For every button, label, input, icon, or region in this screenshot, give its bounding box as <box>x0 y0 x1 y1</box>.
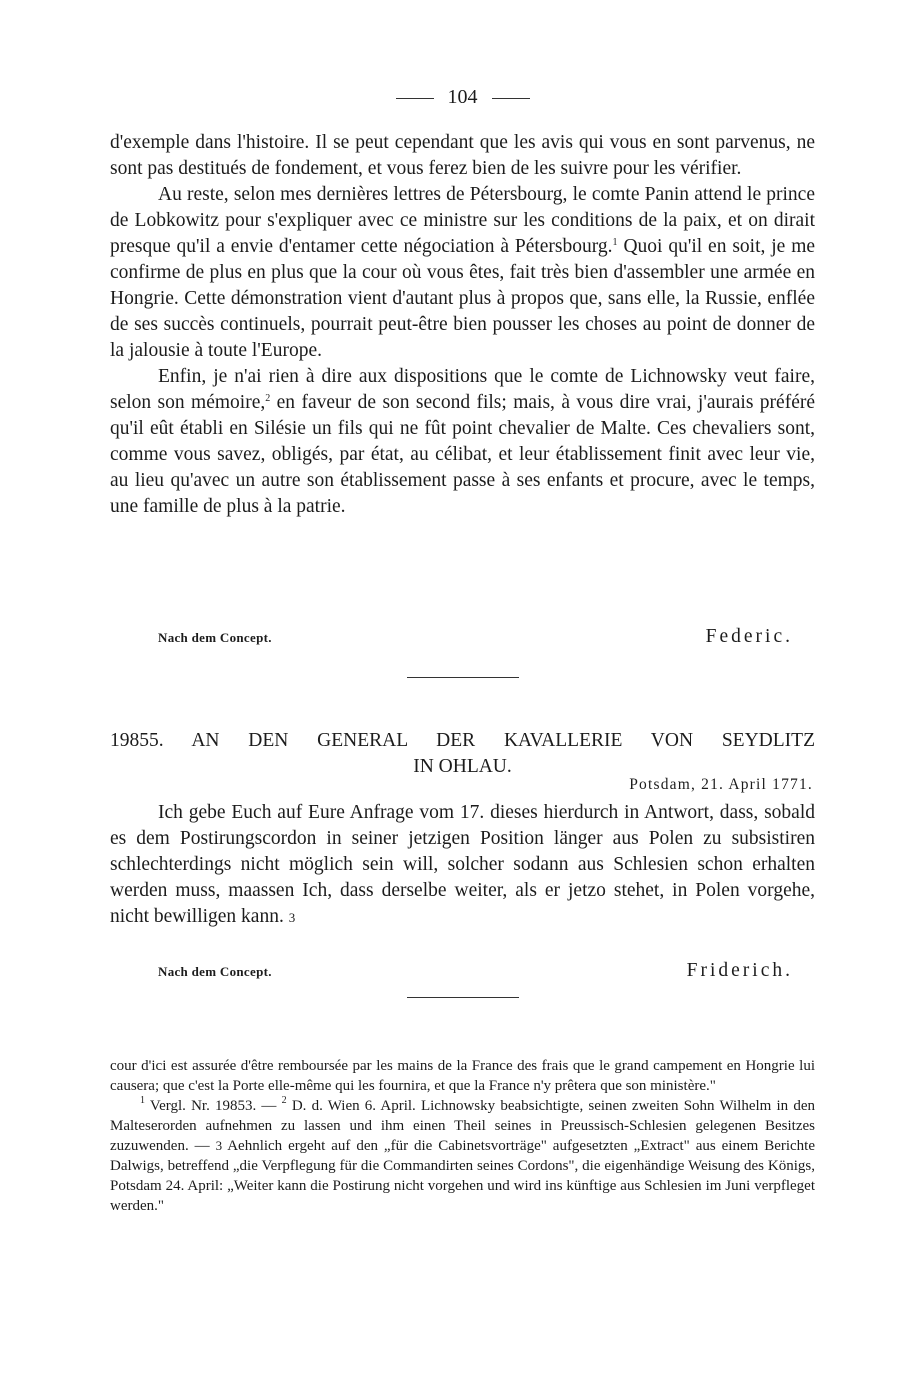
footnotes <box>110 1056 815 1216</box>
footnote-block <box>110 1096 815 1216</box>
paragraph <box>110 800 815 931</box>
section-divider <box>407 677 519 678</box>
footnote-3: Aehnlich ergeht auf den „für die Cabinetsvorträge" aufgesetzten „Extract" aus einem Berichte Dalwigs, betreffend „die Verpflegung für die Commandirten seines Cordons", die eigenhändige Weisung des Königs, Potsdam 24. April: „Weiter kann die Postirung nicht vorgehen und wird ins künftige aus Schlesien im Juni verpfleget werden." <box>110 1138 816 1214</box>
paragraph <box>110 364 815 520</box>
letter-heading <box>110 728 815 780</box>
paragraph <box>110 182 815 364</box>
footnote-marker: 1 <box>140 1095 145 1106</box>
header-dash-left <box>396 98 434 99</box>
footnote-2: D. d. Wien 6. April. Lichnowsky beabsichtigte, seinen zweiten Sohn Wilhelm in den Malteserorden aufnehmen zu lassen und ihm einen Theil seines in Preussisch-Schlesien gelegenen Besitzes zuzuwenden. — <box>110 1098 816 1154</box>
document-page <box>110 0 815 1392</box>
previous-letter-closing <box>110 622 815 648</box>
source-note: Nach dem Concept. <box>158 630 272 645</box>
paragraph-text: Quoi qu'il en soit, je me confirme de plus en plus que la cour où vous êtes, fait très bien d'assembler une armée en Hongrie. Cette démonstration vient d'autant plus à propos que, sans elle, la Russie, enflée de ses succès continuels, pourrait peut-être bien pousser les choses au point de donner de la jalousie à toute l'Europe. <box>110 236 816 361</box>
footnote-ref-2: 2 <box>265 393 271 404</box>
letter-addressee: AN DEN GENERAL DER KAVALLERIE VON SEYDLITZ <box>191 730 815 751</box>
footnote-ref-3: 3 <box>288 910 296 925</box>
footnote-marker: 2 <box>281 1095 287 1106</box>
footnote-1: Vergl. Nr. 19853. — <box>149 1098 277 1114</box>
paragraph-text: Ich gebe Euch auf Eure Anfrage vom 17. dieses hierdurch in Antwort, dass, sobald es dem Postirungscordon in seiner jetzigen Position länger aus Polen zu subsistiren schlechterdings nicht möglich sein will, solcher sodann aus Schlesien schon erhalten werden muss, maassen Ich, dass derselbe weiter, als er jetzo stehet, in Polen vorgehe, nicht bewilligen kann. <box>110 802 815 927</box>
letter-closing <box>110 956 815 982</box>
header-dash-right <box>492 98 530 99</box>
previous-letter-text <box>110 130 815 520</box>
letter-number: 19855. <box>110 730 164 751</box>
footnote-marker: 3 <box>215 1138 223 1153</box>
paragraph-text: Au reste, selon mes dernières lettres de Pétersbourg, le comte Panin attend le prince de Lobkowitz pour s'expliquer avec ce ministre sur les conditions de la paix, et on dirait presque qu'il a envie d'entamer cette négociation à Pétersbourg. <box>110 184 815 257</box>
signature: Federic. <box>705 626 793 647</box>
paragraph-text: Enfin, je n'ai rien à dire aux dispositions que le comte de Lichnowsky veut faire, selon son mémoire, <box>110 366 815 413</box>
page-number: 104 <box>447 86 478 108</box>
footnote-continuation: cour d'ici est assurée d'être remboursée par les mains de la France des frais que le grand campement en Hongrie lui causera; que c'est la Porte elle-même qui les fournira, et que la France n'y prêtera que son ministère." <box>110 1058 815 1094</box>
page-header <box>110 86 815 109</box>
footnote-divider <box>407 997 519 998</box>
signature: Friderich. <box>686 960 793 981</box>
letter-title-line <box>110 728 815 754</box>
letter-location: IN OHLAU. <box>413 756 512 777</box>
letter-body <box>110 800 815 931</box>
paragraph: d'exemple dans l'histoire. Il se peut cependant que les avis qui vous en sont parvenus, ne sont pas destitués de fondement, et vous ferez bien de les suivre pour les vérifier. <box>110 132 815 179</box>
paragraph-text: en faveur de son second fils; mais, à vous dire vrai, j'aurais préféré qu'il eût établi en Silésie un fils qui ne fût point chevalier de Malte. Ces chevaliers sont, comme vous savez, obligés, par état, au célibat, et leur établissement finit avec leur vie, au lieu qu'avec un autre son établissement passe à ses enfants et procure, avec le temps, une famille de plus à la patrie. <box>110 392 816 517</box>
letter-date: Potsdam, 21. April 1771. <box>629 776 813 793</box>
footnote-ref-1: 1 <box>612 237 618 248</box>
source-note: Nach dem Concept. <box>158 964 272 979</box>
